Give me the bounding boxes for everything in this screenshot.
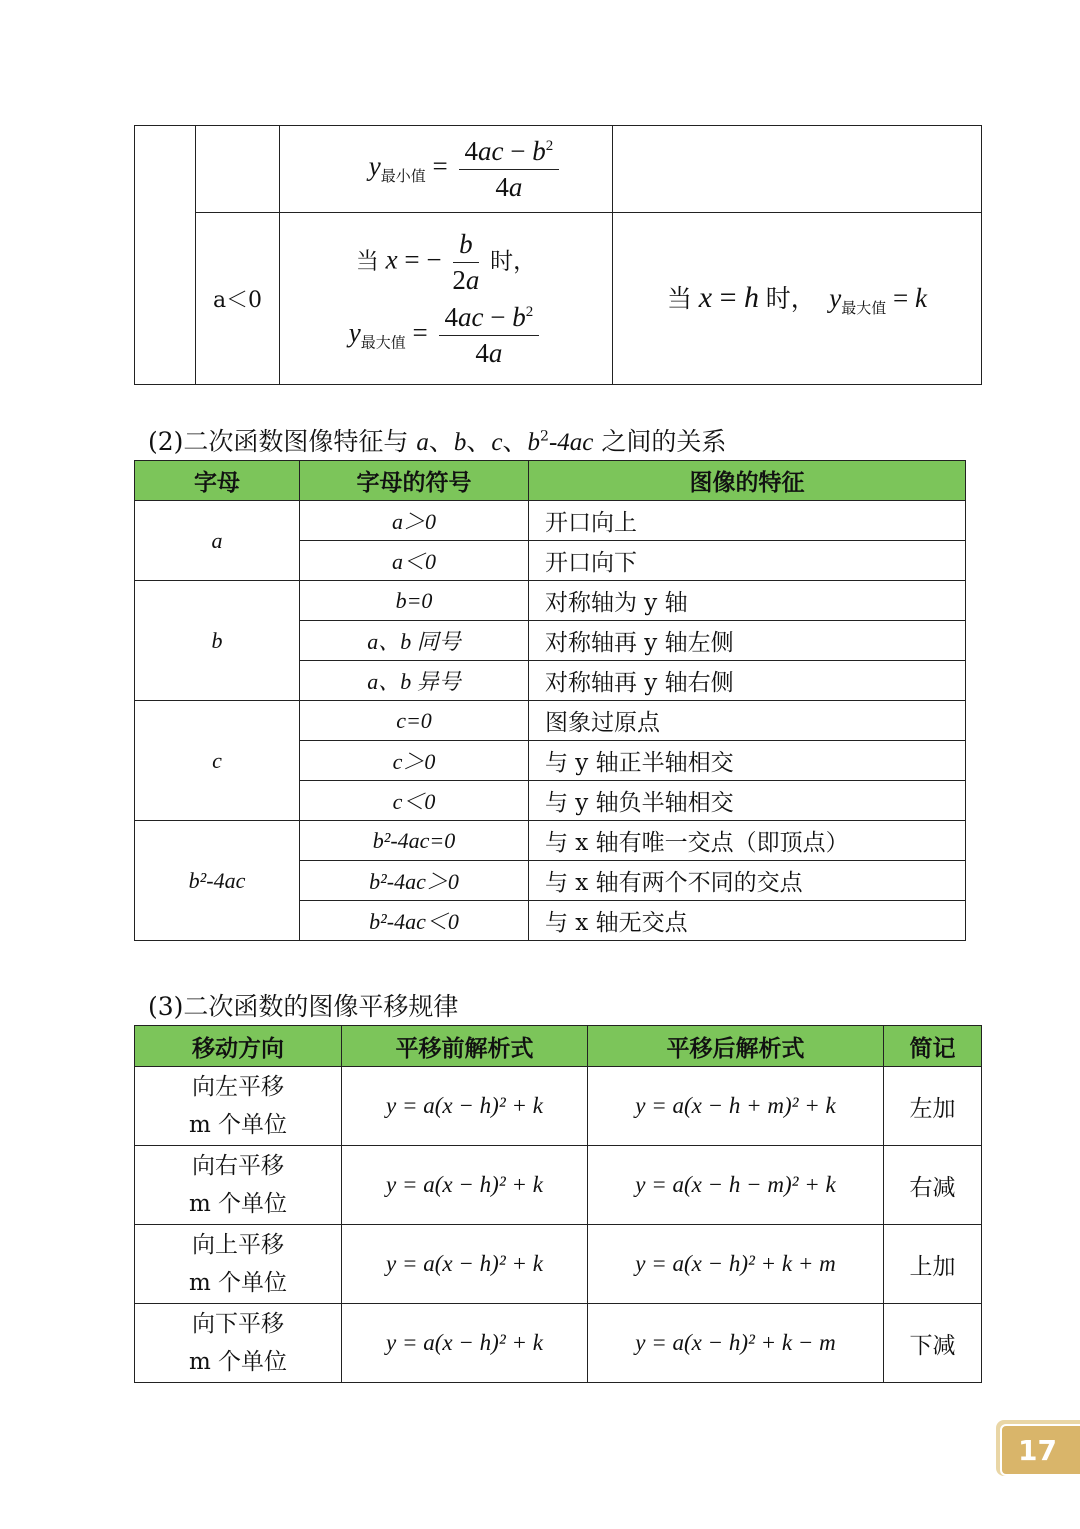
table-cell bbox=[613, 126, 982, 213]
table-header-row bbox=[135, 1026, 982, 1067]
feature-cell: 与 x 轴无交点 bbox=[529, 901, 966, 941]
table-cell bbox=[135, 126, 196, 385]
table-row bbox=[135, 1067, 982, 1146]
sign-cell: b=0 bbox=[300, 581, 529, 621]
sign-cell: b²-4ac＜0 bbox=[300, 901, 529, 941]
vertex-max-cell: 当 x = h 时， $y_{最大值} = k$ bbox=[613, 213, 982, 385]
formula-after: y = a(x − h)² + k + m bbox=[588, 1225, 884, 1304]
formula-after: y = a(x − h + m)² + k bbox=[588, 1067, 884, 1146]
page-number-tab bbox=[996, 1420, 1080, 1476]
table-row bbox=[135, 821, 966, 861]
table-row bbox=[135, 1304, 982, 1383]
time-label: 时， bbox=[765, 284, 816, 313]
heading-var-c: c bbox=[491, 429, 503, 456]
feature-cell: 开口向上 bbox=[529, 501, 966, 541]
column-header: 平移前解析式 bbox=[342, 1026, 588, 1067]
sign-cell: b²-4ac=0 bbox=[300, 821, 529, 861]
units-text: m 个单位 bbox=[188, 1349, 288, 1375]
column-header: 平移后解析式 bbox=[588, 1026, 884, 1067]
sign-cell: a、b 同号 bbox=[300, 621, 529, 661]
max-value-formula-cell: 当 x = − $\frac{b}{2a}$ 时， $y_{最大值}$ = $\frac{4ac - b^2}{4a}$ bbox=[280, 213, 613, 385]
direction-text: 向上平移 bbox=[192, 1232, 284, 1258]
feature-cell: 与 y 轴正半轴相交 bbox=[529, 741, 966, 781]
direction-text: 向右平移 bbox=[192, 1153, 284, 1179]
letter-cell: a bbox=[135, 501, 300, 581]
heading-var-b: b bbox=[453, 429, 467, 456]
sign-cell: a＞0 bbox=[300, 501, 529, 541]
feature-cell: 对称轴再 y 轴左侧 bbox=[529, 621, 966, 661]
feature-cell: 对称轴为 y 轴 bbox=[529, 581, 966, 621]
min-value-formula-cell: $y_{最小值}$ = $\frac{4ac - b^2}{4a}$ bbox=[280, 126, 613, 213]
letter-cell: c bbox=[135, 701, 300, 821]
page-number: 17 bbox=[1000, 1424, 1080, 1476]
heading-var-4ac: -4ac bbox=[548, 429, 594, 456]
units-text: m 个单位 bbox=[188, 1191, 288, 1217]
memo-cell: 右减 bbox=[884, 1146, 982, 1225]
memo-cell: 下减 bbox=[884, 1304, 982, 1383]
direction-cell bbox=[135, 1304, 342, 1383]
feature-cell: 图象过原点 bbox=[529, 701, 966, 741]
time-label: 时， bbox=[490, 248, 537, 275]
heading-sep: 、 bbox=[502, 427, 528, 456]
direction-cell bbox=[135, 1067, 342, 1146]
formula-before: y = a(x − h)² + k bbox=[342, 1304, 588, 1383]
table-cell bbox=[196, 126, 280, 213]
sign-cell: c=0 bbox=[300, 701, 529, 741]
table-row bbox=[135, 126, 982, 213]
feature-cell: 对称轴再 y 轴右侧 bbox=[529, 661, 966, 701]
direction-text: 向下平移 bbox=[192, 1311, 284, 1337]
table-row bbox=[135, 1146, 982, 1225]
when-label: 当 bbox=[667, 284, 693, 313]
memo-cell: 左加 bbox=[884, 1067, 982, 1146]
coefficient-features-table bbox=[134, 460, 966, 941]
heading-sep: 、 bbox=[428, 427, 454, 456]
heading-var-a: a bbox=[416, 429, 429, 456]
feature-cell: 与 y 轴负半轴相交 bbox=[529, 781, 966, 821]
formula-before: y = a(x − h)² + k bbox=[342, 1146, 588, 1225]
column-header: 移动方向 bbox=[135, 1026, 342, 1067]
sign-cell: a、b 异号 bbox=[300, 661, 529, 701]
column-header: 简记 bbox=[884, 1026, 982, 1067]
direction-text: 向左平移 bbox=[192, 1074, 284, 1100]
sign-cell: c＜0 bbox=[300, 781, 529, 821]
section-2-heading bbox=[148, 422, 726, 458]
table-row bbox=[135, 581, 966, 621]
condition-cell bbox=[196, 213, 280, 385]
translation-rules-table bbox=[134, 1025, 982, 1383]
formula-after: y = a(x − h)² + k − m bbox=[588, 1304, 884, 1383]
direction-cell bbox=[135, 1225, 342, 1304]
letter-cell: b bbox=[135, 581, 300, 701]
memo-cell: 上加 bbox=[884, 1225, 982, 1304]
letter-cell: b²-4ac bbox=[135, 821, 300, 941]
heading-var-b: b bbox=[527, 429, 541, 456]
heading-text: 之间的关系 bbox=[601, 427, 727, 456]
table-row bbox=[135, 501, 966, 541]
table-row bbox=[135, 213, 982, 385]
heading-text: (2)二次函数图像特征与 bbox=[148, 427, 409, 456]
condition-a-negative: a＜0 bbox=[212, 288, 263, 313]
sign-cell: c＞0 bbox=[300, 741, 529, 781]
feature-cell: 开口向下 bbox=[529, 541, 966, 581]
vertex-extremum-table bbox=[134, 125, 982, 385]
column-header: 字母 bbox=[135, 461, 300, 501]
column-header: 图像的特征 bbox=[529, 461, 966, 501]
units-text: m 个单位 bbox=[188, 1270, 288, 1296]
when-label: 当 bbox=[355, 248, 379, 275]
heading-sep: 、 bbox=[466, 427, 492, 456]
max-value-label: 最大值 bbox=[841, 299, 887, 317]
units-text: m 个单位 bbox=[188, 1112, 288, 1138]
section-3-heading: (3)二次函数的图像平移规律 bbox=[148, 992, 459, 1021]
min-value-label: 最小值 bbox=[380, 167, 426, 186]
max-value-label: 最大值 bbox=[360, 333, 406, 352]
direction-cell bbox=[135, 1146, 342, 1225]
formula-before: y = a(x − h)² + k bbox=[342, 1225, 588, 1304]
formula-before: y = a(x − h)² + k bbox=[342, 1067, 588, 1146]
table-header-row bbox=[135, 461, 966, 501]
feature-cell: 与 x 轴有两个不同的交点 bbox=[529, 861, 966, 901]
formula-after: y = a(x − h − m)² + k bbox=[588, 1146, 884, 1225]
feature-cell: 与 x 轴有唯一交点（即顶点） bbox=[529, 821, 966, 861]
table-row bbox=[135, 701, 966, 741]
heading-superscript: 2 bbox=[540, 428, 549, 445]
table-row bbox=[135, 1225, 982, 1304]
column-header: 字母的符号 bbox=[300, 461, 529, 501]
sign-cell: a＜0 bbox=[300, 541, 529, 581]
sign-cell: b²-4ac＞0 bbox=[300, 861, 529, 901]
